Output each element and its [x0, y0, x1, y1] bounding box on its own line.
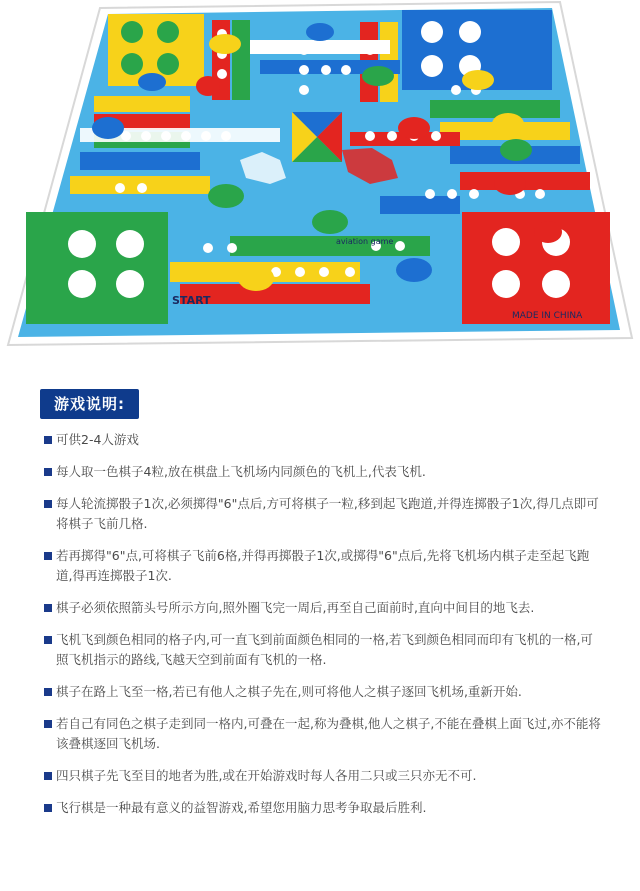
- board-photo: [0, 0, 640, 362]
- green-base: [26, 212, 168, 324]
- square-bullet-icon: [44, 500, 52, 508]
- rule-item: 每人取一色棋子4粒,放在棋盘上飞机场内同颜色的飞机上,代表飞机.: [44, 462, 604, 482]
- rule-item: 飞行棋是一种最有意义的益智游戏,希望您用脑力思考争取最后胜利.: [44, 798, 604, 818]
- board-illustration: [0, 0, 640, 362]
- square-bullet-icon: [44, 772, 52, 780]
- center-target: [292, 112, 342, 162]
- square-bullet-icon: [44, 720, 52, 728]
- rule-item: 飞机飞到颜色相同的格子内,可一直飞到前面颜色相同的一格,若飞到颜色相同而印有飞机的一格,可照飞机指示的路线,飞越天空到前面有飞机的一格.: [44, 630, 604, 670]
- rule-item: 若再掷得"6"点,可将棋子飞前6格,并得再掷骰子1次,或掷得"6"点后,先将飞机场内棋子走至起飞跑道,得再连掷骰子1次.: [44, 546, 604, 586]
- rule-item: 四只棋子先飞至目的地者为胜,或在开始游戏时每人各用二只或三只亦无不可.: [44, 766, 604, 786]
- rule-item: 若自己有同色之棋子走到同一格内,可叠在一起,称为叠棋,他人之棋子,不能在叠棋上面飞过,亦不能将该叠棋逐回飞机场.: [44, 714, 604, 754]
- rule-item: 每人轮流掷骰子1次,必须掷得"6"点后,方可将棋子一粒,移到起飞跑道,并得连掷骰子1次,得几点即可将棋子飞前几格.: [44, 494, 604, 534]
- square-bullet-icon: [44, 436, 52, 444]
- square-bullet-icon: [44, 688, 52, 696]
- made-in-label: MADE IN CHINA: [512, 311, 583, 321]
- square-bullet-icon: [44, 804, 52, 812]
- square-bullet-icon: [44, 552, 52, 560]
- aviation-label: aviation game: [336, 237, 394, 246]
- rule-item: 棋子必须依照箭头号所示方向,照外圈飞完一周后,再至自己面前时,直向中间目的地飞去.: [44, 598, 604, 618]
- rule-item: 可供2-4人游戏: [44, 430, 604, 450]
- square-bullet-icon: [44, 468, 52, 476]
- rules-title: 游戏说明:: [40, 389, 139, 419]
- start-label: START: [172, 294, 211, 307]
- square-bullet-icon: [44, 604, 52, 612]
- rule-item: 棋子在路上飞至一格,若已有他人之棋子先在,则可将他人之棋子逐回飞机场,重新开始.: [44, 682, 604, 702]
- rules-list: [44, 430, 604, 818]
- square-bullet-icon: [44, 636, 52, 644]
